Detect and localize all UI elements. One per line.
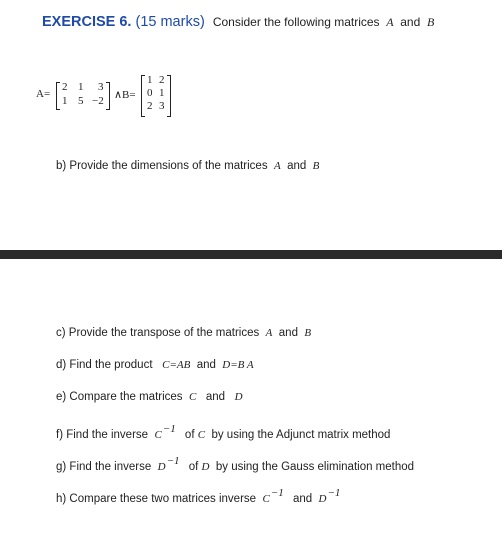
question-h-inverse-exponent-d: −1 (327, 487, 341, 499)
question-d-and: and (196, 359, 216, 371)
question-e-matrix-d: D (234, 391, 243, 403)
matrix-b-cell: 1 (147, 74, 153, 86)
matrix-a-left-bracket (56, 82, 60, 110)
question-c-matrix-a: A (265, 327, 273, 339)
matrix-a-cell: 2 (62, 81, 68, 93)
question-f-inverse-exponent: −1 (162, 423, 176, 435)
intro-matrix-a: A (386, 15, 394, 29)
matrix-b-cell: 2 (147, 100, 153, 112)
question-g-text: g) Find the inverse (56, 461, 152, 473)
question-c-matrix-b: B (304, 327, 312, 339)
question-g-matrix-d-ref: D (201, 461, 210, 473)
question-f (56, 423, 390, 441)
question-h-inverse-exponent-c: −1 (270, 487, 284, 499)
exercise-marks: (15 marks) (135, 14, 205, 30)
question-h-matrix-d: D (318, 493, 327, 505)
matrix-a-right-bracket (106, 82, 110, 110)
question-b (56, 160, 319, 172)
matrix-b-left-bracket (141, 75, 145, 117)
question-e-matrix-c: C (188, 391, 197, 403)
question-g-of: of (188, 461, 199, 473)
question-b-text: b) Provide the dimensions of the matrices (56, 160, 268, 172)
question-d (56, 359, 254, 371)
question-h-text: h) Compare these two matrices inverse (56, 493, 257, 505)
question-c (56, 327, 311, 339)
question-f-method: by using the Adjunct matrix method (211, 429, 391, 441)
intro-and: and (400, 15, 421, 29)
matrix-a-cell: 3 (98, 81, 104, 93)
question-f-matrix-c-ref: C (197, 429, 206, 441)
matrix-a-cell: 1 (78, 81, 84, 93)
question-b-and: and (287, 160, 307, 172)
question-g-matrix-d: D (157, 461, 166, 473)
question-b-matrix-b: B (312, 160, 320, 172)
question-g-inverse-exponent: −1 (166, 455, 180, 467)
question-h-matrix-c: C (262, 493, 270, 505)
section-divider (0, 250, 502, 259)
matrix-b-cell: 2 (159, 74, 165, 86)
question-c-and: and (278, 327, 298, 339)
matrix-definitions (36, 72, 186, 118)
matrix-b-cell: 0 (147, 87, 153, 99)
question-e (56, 391, 243, 403)
intro-text: Consider the following matrices (212, 15, 380, 29)
question-d-equation-c: C=AB (162, 359, 191, 371)
exercise-heading (42, 14, 434, 30)
question-g (56, 455, 414, 473)
question-f-matrix-c: C (154, 429, 162, 441)
matrix-a-cell: −2 (92, 95, 104, 107)
matrix-a-label: A= (36, 88, 51, 100)
exercise-intro (213, 15, 434, 29)
question-e-and: and (205, 391, 226, 403)
matrix-a-cell: 1 (62, 95, 68, 107)
matrix-b-right-bracket (167, 75, 171, 117)
question-h-and: and (292, 493, 313, 505)
intro-matrix-b: B (426, 15, 435, 29)
question-g-method: by using the Gauss elimination method (215, 461, 415, 473)
matrix-b-cell: 1 (159, 87, 165, 99)
question-b-matrix-a: A (273, 160, 281, 172)
exercise-number: EXERCISE 6. (42, 14, 132, 30)
question-f-of: of (184, 429, 195, 441)
question-d-equation-d: D=B A (222, 359, 254, 371)
question-d-text: d) Find the product (56, 359, 153, 371)
matrix-a-cell: 5 (78, 95, 84, 107)
question-f-text: f) Find the inverse (56, 429, 149, 441)
matrix-b-connector: ∧B= (114, 89, 136, 101)
question-h (56, 487, 346, 505)
matrix-b-cell: 3 (159, 100, 165, 112)
question-c-text: c) Provide the transpose of the matrices (56, 327, 260, 339)
question-e-text: e) Compare the matrices (56, 391, 183, 403)
